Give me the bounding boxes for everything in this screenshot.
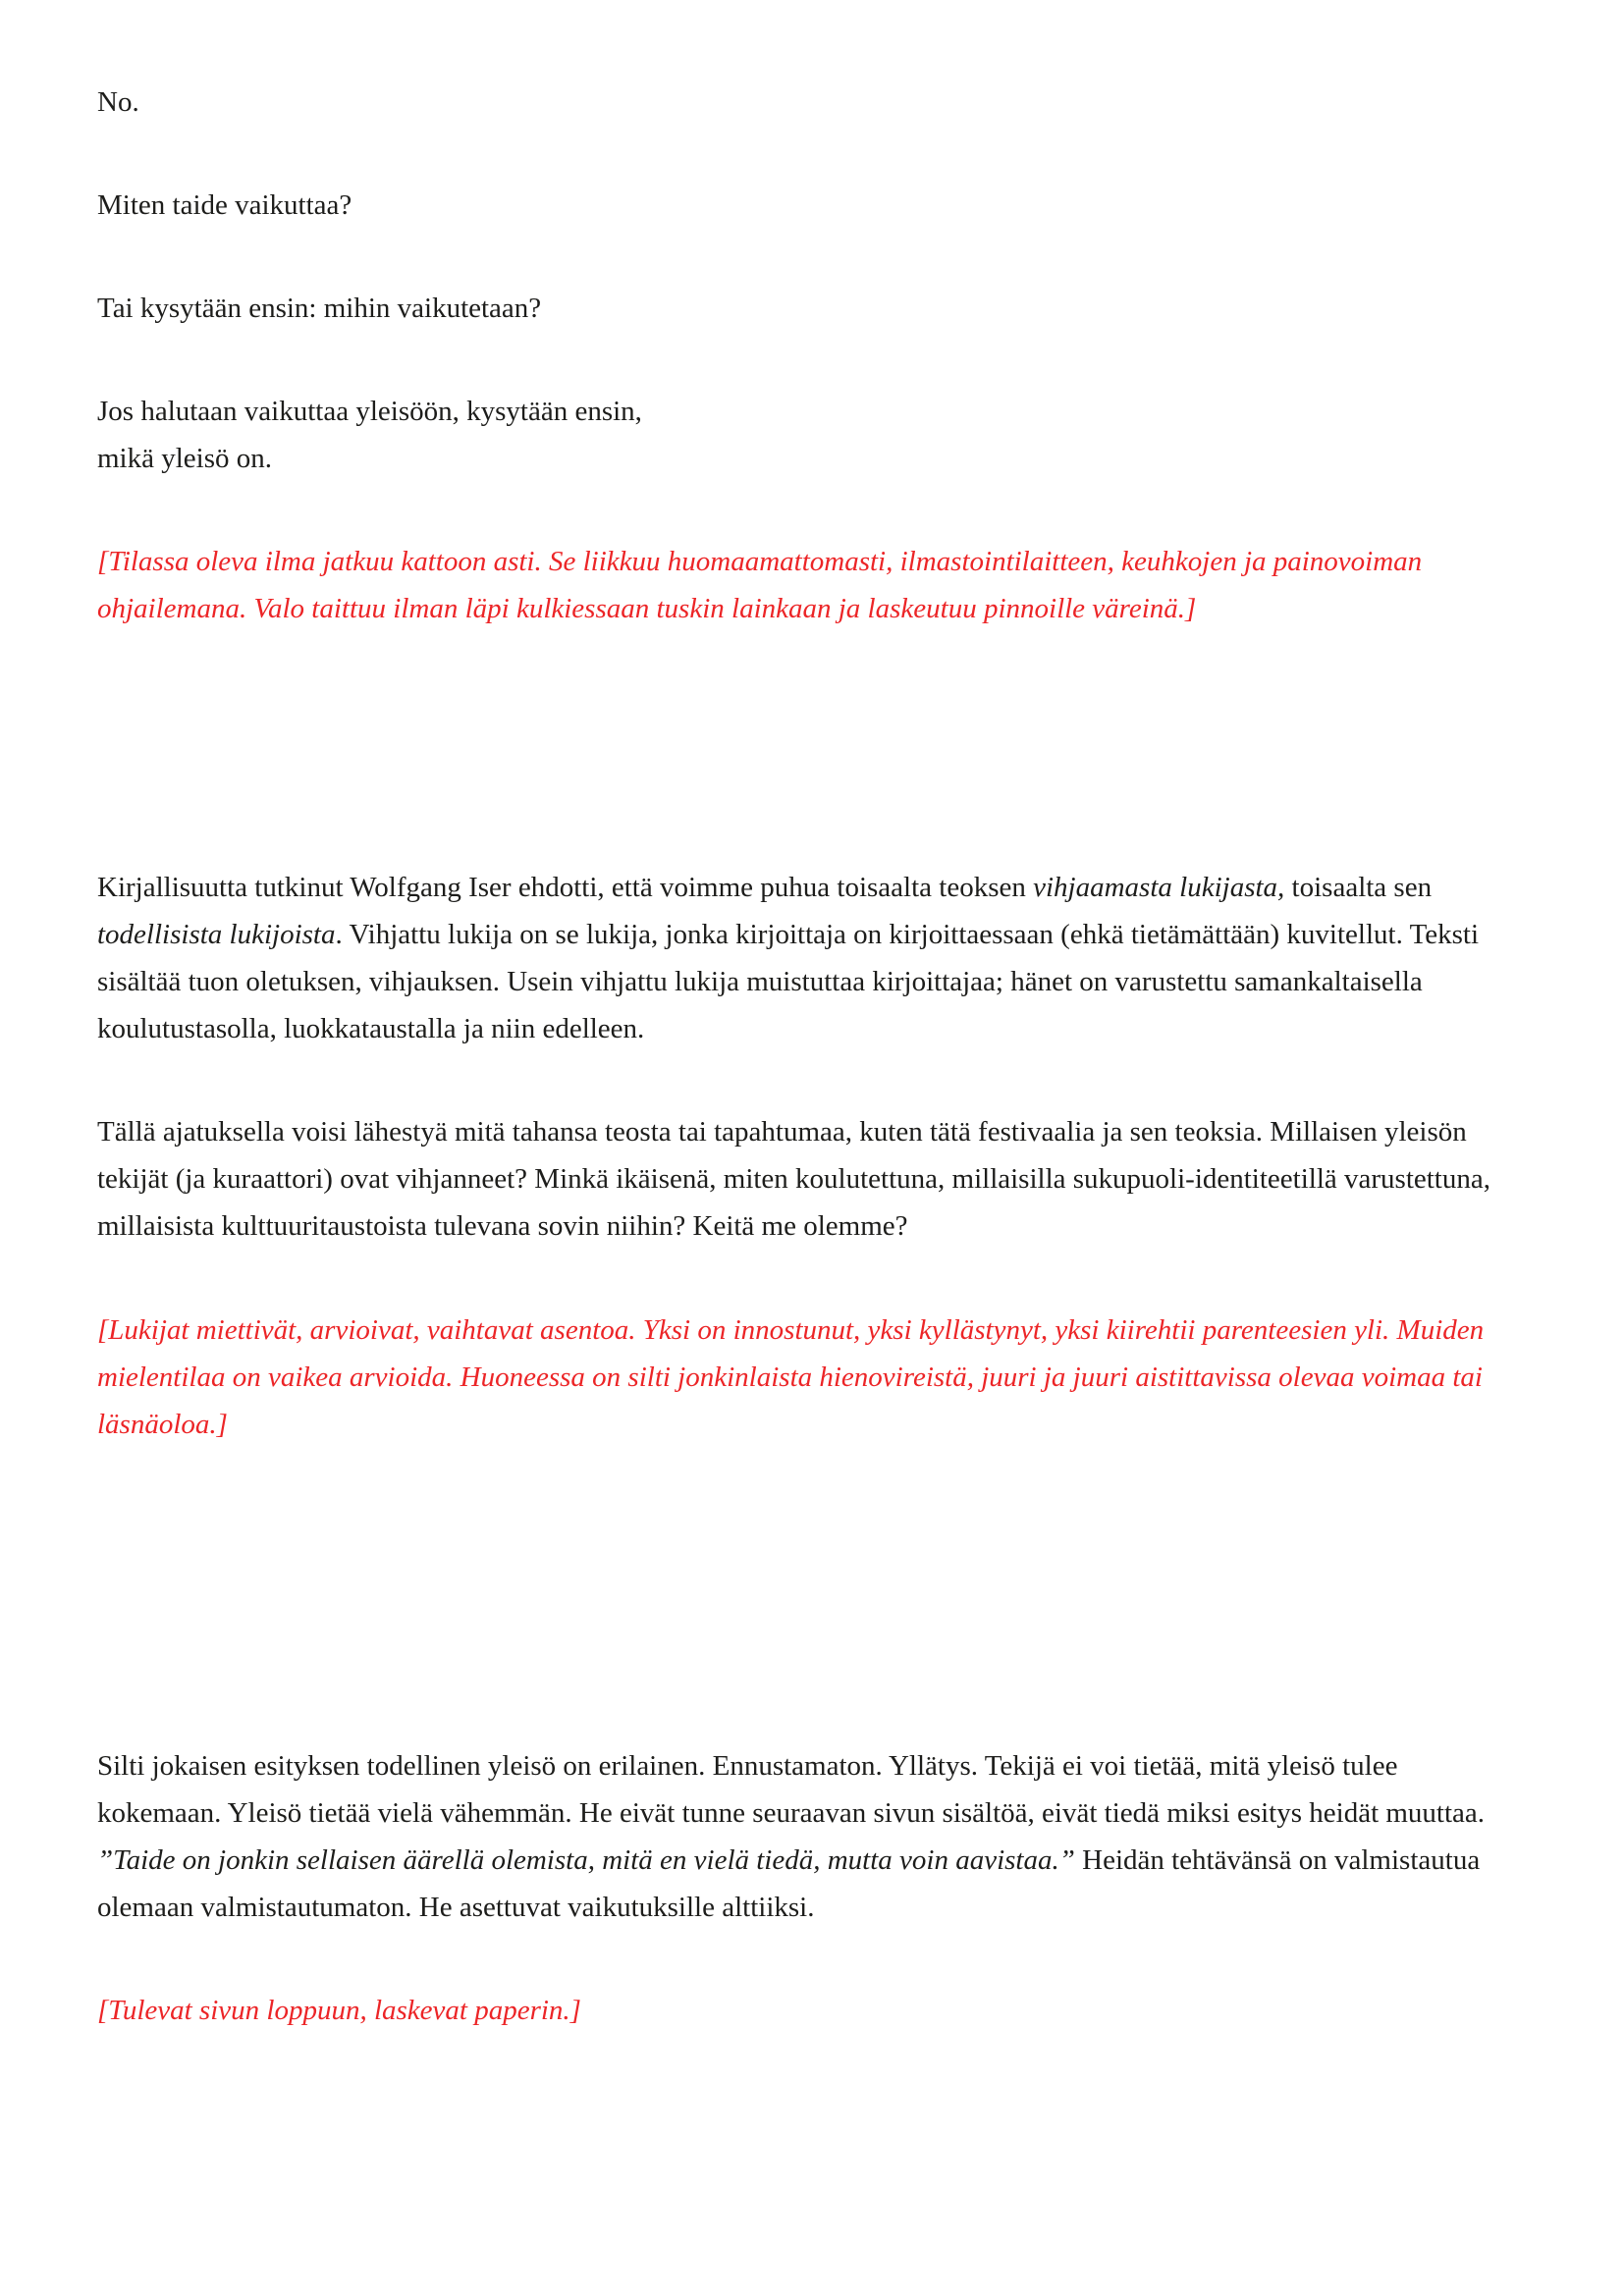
audience-text-2: Heidän tehtävänsä on valmistautua olemaan valmistautumaton. He asettuvat vaikutuksille alttiiksi. <box>97 1844 1481 1923</box>
intro-audience-lines <box>97 388 1511 482</box>
audience-quote-italic: ”Taide on jonkin sellaisen äärellä olemista, mitä en vielä tiedä, mutta voin aavistaa.” <box>97 1844 1075 1876</box>
iser-real-readers-italic: todellisista lukijoista <box>97 919 336 950</box>
iser-text-2: toisaalta sen <box>1284 872 1433 903</box>
iser-implied-reader-italic: vihjaamasta lukijasta, <box>1033 872 1285 903</box>
paragraph-festival-audience: Tällä ajatuksella voisi lähestyä mitä tahansa teosta tai tapahtumaa, kuten tätä festivaalia ja sen teoksia. Millaisen yleisön tekijät (ja kuraattori) ovat vihjanneet? Minkä ikäisenä, miten koulutettuna, millaisilla sukupuoli-identiteetillä varustettuna, millaisista kulttuuritaustoista tulevana sovin niihin? Keitä me olemme? <box>97 1116 1490 1242</box>
stage-direction-readers: [Lukijat miettivät, arvioivat, vaihtavat asentoa. Yksi on innostunut, yksi kyllästynyt, yksi kiirehtii parenteesien yli. Muiden mielentilaa on vaikea arvioida. Huoneessa on silti jonkinlaista hienovireistä, juuri ja juuri aistittavissa olevaa voimaa tai läsnäoloa.] <box>97 1314 1485 1440</box>
stage-direction-air: [Tilassa oleva ilma jatkuu kattoon asti. Se liikkuu huomaamattomasti, ilmastointilaitteen, keuhkojen ja painovoiman ohjailemana. Valo taittuu ilman läpi kulkiessaan tuskin lainkaan ja laskeutuu pinnoille väreinä.] <box>97 546 1423 624</box>
paragraph-wolfgang-iser <box>97 864 1511 1052</box>
paragraph-real-audience <box>97 1742 1511 1931</box>
iser-text-1: Kirjallisuutta tutkinut Wolfgang Iser ehdotti, että voimme puhua toisaalta teoksen <box>97 872 1034 903</box>
audience-text-1: Silti jokaisen esityksen todellinen yleisö on erilainen. Ennustamaton. Yllätys. Tekijä ei voi tietää, mitä yleisö tulee kokemaan. Yleisö tietää vielä vähemmän. He eivät tunne seuraavan sivun sisältöä, eivät tiedä miksi esitys heidät muuttaa. <box>97 1750 1486 1829</box>
iser-text-3: . Vihjattu lukija on se lukija, jonka kirjoittaja on kirjoittaessaan (ehkä tietämättään) kuvitellut. Teksti sisältää tuon oletuksen, vihjauksen. Usein vihjattu lukija muistuttaa kirjoittajaa; hänet on varustettu samankaltaisella koulutustasolla, luokkataustalla ja niin edelleen. <box>97 919 1480 1044</box>
question-how-art-affects: Miten taide vaikuttaa? <box>97 189 352 221</box>
intro-line-2: mikä yleisö on. <box>97 443 273 474</box>
question-what-is-affected: Tai kysytään ensin: mihin vaikutetaan? <box>97 293 542 324</box>
opening-line-no: No. <box>97 86 139 118</box>
intro-line-1: Jos halutaan vaikuttaa yleisöön, kysytään ensin, <box>97 396 642 427</box>
stage-direction-page-end: [Tulevat sivun loppuun, laskevat paperin.] <box>97 1995 581 2026</box>
